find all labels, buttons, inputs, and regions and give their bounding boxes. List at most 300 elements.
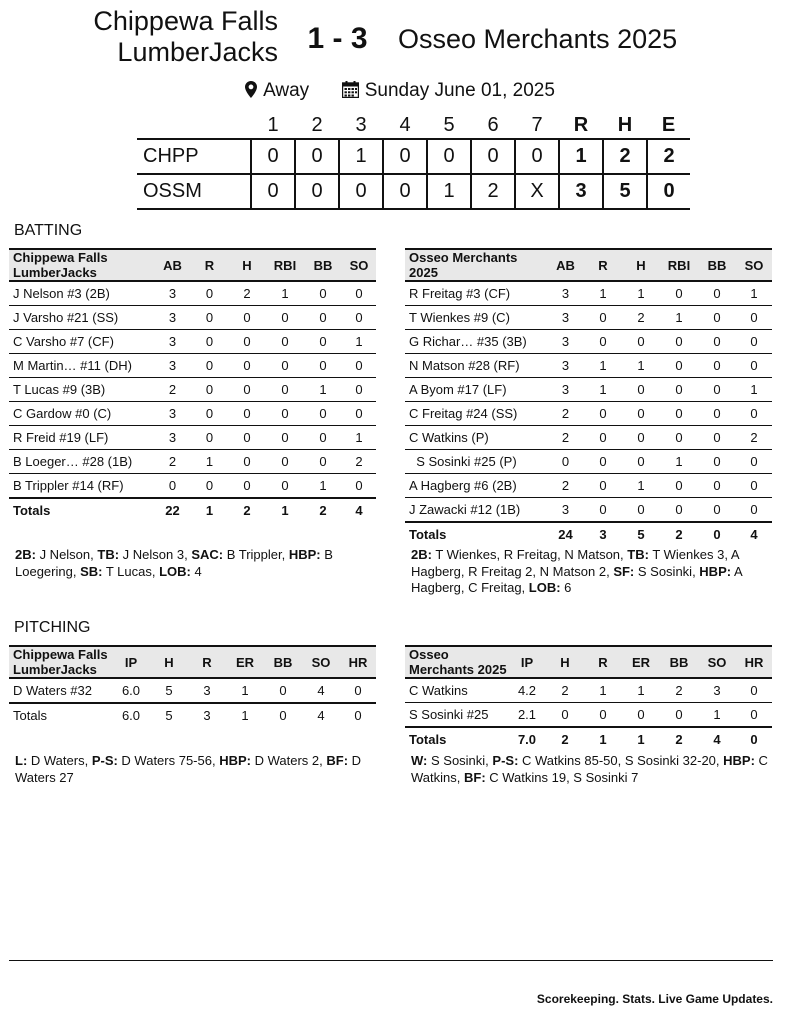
stat-cell: 0 <box>622 426 660 450</box>
stat-cell: 0 <box>660 378 698 402</box>
away-team-name: Osseo Merchants 2025 <box>398 24 678 54</box>
stat-cell: 0 <box>266 378 304 402</box>
col-header: BB <box>304 249 342 281</box>
player-name: G Richar… #35 (3B) <box>405 330 547 354</box>
note-value: C Watkins, <box>411 753 772 785</box>
col-header: BB <box>698 249 736 281</box>
stat-cell: 0 <box>736 402 772 426</box>
stat-cell: 0 <box>342 378 376 402</box>
note-key: TB: <box>97 547 120 562</box>
player-name: J Zawacki #12 (1B) <box>405 498 547 523</box>
stat-cell: 0 <box>660 402 698 426</box>
stat-cell: 2 <box>547 474 584 498</box>
inning-header: 4 <box>399 113 411 136</box>
player-name: A Hagberg #6 (2B) <box>405 474 547 498</box>
inning-header: 7 <box>531 113 543 136</box>
total-cell: 24 <box>547 522 584 546</box>
line-score-corner <box>137 112 251 139</box>
totals-row <box>9 498 376 522</box>
table-row <box>9 474 376 499</box>
away-pitching-notes <box>411 753 776 786</box>
note-value: S Sosinki, <box>427 753 493 768</box>
stat-cell: 0 <box>622 378 660 402</box>
table-row <box>405 474 772 498</box>
line-score-cell: 0 <box>295 139 339 174</box>
note-value: J Nelson 3, <box>119 547 192 562</box>
stat-cell: 0 <box>660 281 698 306</box>
stat-cell: 2 <box>228 281 266 306</box>
stat-cell: 0 <box>584 450 622 474</box>
stat-cell: 0 <box>698 354 736 378</box>
stat-cell: 1 <box>304 474 342 499</box>
stat-cell: 0 <box>304 426 342 450</box>
stat-cell: 1 <box>622 474 660 498</box>
note-value: S Sosinki, <box>634 563 700 579</box>
line-score-total: 2 <box>603 139 647 174</box>
stat-cell: 0 <box>191 426 228 450</box>
stat-cell: 0 <box>736 474 772 498</box>
line-score-total: 5 <box>603 174 647 209</box>
note-value: 6 <box>560 580 572 595</box>
totals-label: Totals <box>405 727 508 751</box>
table-row <box>405 330 772 354</box>
stat-cell: 0 <box>342 354 376 378</box>
stat-cell: 2 <box>622 306 660 330</box>
stat-cell: 0 <box>266 450 304 474</box>
stat-cell: 0 <box>660 498 698 523</box>
stat-cell: 3 <box>154 306 191 330</box>
stat-cell: 0 <box>342 281 376 306</box>
stat-cell: 1 <box>584 678 622 703</box>
totals-row <box>405 522 772 546</box>
line-score-cell: 0 <box>251 174 295 209</box>
stat-cell: 0 <box>228 354 266 378</box>
stat-cell: 1 <box>584 378 622 402</box>
stat-cell: 0 <box>622 330 660 354</box>
footer-divider <box>9 960 773 961</box>
player-name: R Freid #19 (LF) <box>9 426 154 450</box>
total-cell: 3 <box>584 522 622 546</box>
note-value: C Watkins 19, S Sosinki 7 <box>485 769 639 785</box>
player-name: C Watkins (P) <box>405 426 547 450</box>
note-key: P-S: <box>492 753 519 768</box>
total-cell: 0 <box>264 703 302 727</box>
stat-cell: 0 <box>191 354 228 378</box>
note-value: T Wienkes 3, A Hagberg, R Freitag 2, N Matson 2, <box>411 547 743 579</box>
line-score-cell: 0 <box>515 139 559 174</box>
stat-cell: 0 <box>698 378 736 402</box>
total-cell: 6.0 <box>112 703 150 727</box>
line-score-table <box>137 112 690 210</box>
total-cell: 2 <box>660 727 698 751</box>
stat-cell: 0 <box>584 426 622 450</box>
stat-cell: 2 <box>154 378 191 402</box>
stat-cell: 0 <box>228 378 266 402</box>
note-key: P-S: <box>91 753 118 768</box>
player-name: B Loeger… #28 (1B) <box>9 450 154 474</box>
total-cell: 22 <box>154 498 191 522</box>
stat-cell: 0 <box>342 402 376 426</box>
line-score-cell: 0 <box>383 174 427 209</box>
stat-cell: 2 <box>547 426 584 450</box>
stat-cell: 1 <box>736 281 772 306</box>
player-name: T Lucas #9 (3B) <box>9 378 154 402</box>
total-cell: 0 <box>698 522 736 546</box>
stat-cell: 0 <box>698 281 736 306</box>
stat-cell: 0 <box>304 354 342 378</box>
stat-cell: 0 <box>698 426 736 450</box>
line-score-cell: 1 <box>427 174 471 209</box>
stat-cell: 4 <box>302 678 340 703</box>
stat-cell: 0 <box>154 474 191 499</box>
totals-label: Totals <box>9 498 154 522</box>
note-key: 2B: <box>411 547 432 562</box>
stat-cell: 0 <box>698 402 736 426</box>
runs-header: R <box>573 113 589 136</box>
table-row <box>9 281 376 306</box>
line-score-cell: 1 <box>339 139 383 174</box>
stat-cell: 0 <box>228 474 266 499</box>
home-team-line1: Chippewa Falls <box>93 6 278 36</box>
stat-cell: 3 <box>547 306 584 330</box>
map-pin-icon <box>245 81 257 104</box>
note-key: HBP: <box>219 753 251 768</box>
table-row <box>9 378 376 402</box>
away-pitching-table <box>405 645 772 751</box>
stat-cell: 0 <box>266 402 304 426</box>
stat-cell: 0 <box>547 450 584 474</box>
stat-cell: 0 <box>736 678 772 703</box>
game-meta <box>0 80 800 104</box>
player-name: S Sosinki #25 (P) <box>405 450 547 474</box>
note-value: J Nelson, <box>35 547 98 562</box>
stat-cell: 1 <box>304 378 342 402</box>
col-header: SO <box>698 646 736 678</box>
col-header: AB <box>154 249 191 281</box>
stat-cell: 0 <box>660 474 698 498</box>
player-name: C Freitag #24 (SS) <box>405 402 547 426</box>
note-value: B Trippler, <box>223 547 289 562</box>
player-name: B Trippler #14 (RF) <box>9 474 154 499</box>
total-cell: 1 <box>584 727 622 751</box>
stat-cell: 0 <box>191 474 228 499</box>
stat-cell: 0 <box>698 498 736 523</box>
col-header: SO <box>302 646 340 678</box>
table-row <box>9 678 376 703</box>
stat-cell: 0 <box>191 402 228 426</box>
total-cell: 1 <box>191 498 228 522</box>
col-header: BB <box>660 646 698 678</box>
player-name: T Wienkes #9 (C) <box>405 306 547 330</box>
note-value: T Lucas, <box>102 563 160 579</box>
calendar-icon <box>342 81 359 104</box>
total-cell: 7.0 <box>508 727 546 751</box>
line-score-team: OSSM <box>137 174 251 209</box>
pitching-section-title: PITCHING <box>14 619 91 636</box>
line-score-cell: 0 <box>339 174 383 209</box>
stat-cell: 0 <box>736 498 772 523</box>
stat-cell: 0 <box>228 330 266 354</box>
player-name: A Byom #17 (LF) <box>405 378 547 402</box>
total-cell: 1 <box>266 498 304 522</box>
stat-cell: 2 <box>547 402 584 426</box>
table-row <box>9 306 376 330</box>
total-cell: 5 <box>150 703 188 727</box>
pitching-team-header: Chippewa Falls LumberJacks <box>9 646 112 678</box>
stat-cell: 0 <box>264 678 302 703</box>
stat-cell: 0 <box>622 703 660 728</box>
stat-cell: 0 <box>584 330 622 354</box>
away-batting-table <box>405 248 772 546</box>
batting-team-header: Osseo Merchants 2025 <box>405 249 547 281</box>
stat-cell: 0 <box>342 474 376 499</box>
col-header: HR <box>736 646 772 678</box>
line-score-total: 1 <box>559 139 603 174</box>
line-score-total: 2 <box>647 139 690 174</box>
stat-cell: 1 <box>660 306 698 330</box>
stat-cell: 0 <box>584 402 622 426</box>
col-header: R <box>584 646 622 678</box>
note-value: D Waters 2, <box>250 753 327 768</box>
stat-cell: 0 <box>228 450 266 474</box>
stat-cell: 1 <box>342 330 376 354</box>
col-header: AB <box>547 249 584 281</box>
line-score-cell: 0 <box>427 139 471 174</box>
stat-cell: 3 <box>547 354 584 378</box>
stat-cell: 1 <box>342 426 376 450</box>
home-team-line2: LumberJacks <box>117 37 278 67</box>
stat-cell: 3 <box>154 402 191 426</box>
stat-cell: 3 <box>188 678 226 703</box>
stat-cell: 0 <box>736 450 772 474</box>
home-pitching-table <box>9 645 376 727</box>
final-score: 1 - 3 <box>307 22 368 55</box>
stat-cell: 2.1 <box>508 703 546 728</box>
player-name: J Nelson #3 (2B) <box>9 281 154 306</box>
stat-cell: 0 <box>622 402 660 426</box>
stat-cell: 0 <box>191 281 228 306</box>
stat-cell: 0 <box>622 498 660 523</box>
col-header: IP <box>112 646 150 678</box>
stat-cell: 2 <box>546 678 584 703</box>
player-name: D Waters #32 <box>9 678 112 703</box>
line-score-cell: 0 <box>295 174 339 209</box>
stat-cell: 2 <box>154 450 191 474</box>
home-team-name <box>30 6 278 68</box>
stat-cell: 3 <box>547 378 584 402</box>
table-row <box>9 330 376 354</box>
stat-cell: 2 <box>736 426 772 450</box>
note-key: L: <box>15 753 28 768</box>
note-key: HBP: <box>699 563 732 579</box>
hits-header: H <box>617 113 633 136</box>
player-name: C Gardow #0 (C) <box>9 402 154 426</box>
batting-section-title: BATTING <box>14 222 83 239</box>
stat-cell: 3 <box>154 426 191 450</box>
table-row <box>405 498 772 523</box>
stat-cell: 0 <box>266 426 304 450</box>
col-header: ER <box>226 646 264 678</box>
totals-label: Totals <box>405 522 547 546</box>
line-score-row <box>137 174 690 209</box>
stat-cell: 2 <box>660 678 698 703</box>
inning-header: 2 <box>311 113 323 136</box>
away-batting-notes <box>411 547 776 597</box>
location-label: Away <box>263 80 310 101</box>
col-header: RBI <box>660 249 698 281</box>
pitching-team-header: Osseo Merchants 2025 <box>405 646 508 678</box>
stat-cell: 0 <box>228 426 266 450</box>
note-key: TB: <box>627 547 649 562</box>
stat-cell: 1 <box>622 281 660 306</box>
note-value: 4 <box>190 563 202 579</box>
stat-cell: 0 <box>584 498 622 523</box>
stat-cell: 0 <box>191 306 228 330</box>
note-key: SAC: <box>191 547 224 562</box>
player-name: C Watkins <box>405 678 508 703</box>
stat-cell: 4.2 <box>508 678 546 703</box>
stat-cell: 0 <box>266 354 304 378</box>
stat-cell: 2 <box>342 450 376 474</box>
stat-cell: 1 <box>698 703 736 728</box>
stat-cell: 0 <box>266 306 304 330</box>
total-cell: 2 <box>660 522 698 546</box>
col-header: SO <box>736 249 772 281</box>
note-value: D Waters 27 <box>15 753 365 785</box>
table-row <box>9 450 376 474</box>
game-date: Sunday June 01, 2025 <box>364 80 555 101</box>
stat-cell: 0 <box>304 330 342 354</box>
total-cell: 4 <box>302 703 340 727</box>
player-name: R Freitag #3 (CF) <box>405 281 547 306</box>
inning-header: 6 <box>487 113 499 136</box>
inning-header: 5 <box>443 113 455 136</box>
total-cell: 4 <box>342 498 376 522</box>
note-key: BF: <box>463 769 486 785</box>
note-key: SF: <box>613 563 635 579</box>
stat-cell: 3 <box>154 354 191 378</box>
col-header: RBI <box>266 249 304 281</box>
total-cell: 0 <box>340 703 376 727</box>
line-score-cell: 0 <box>251 139 295 174</box>
total-cell: 1 <box>226 703 264 727</box>
stat-cell: 0 <box>304 402 342 426</box>
stat-cell: 1 <box>736 378 772 402</box>
stat-cell: 0 <box>660 703 698 728</box>
line-score-cell: 0 <box>383 139 427 174</box>
note-key: SB: <box>80 563 103 579</box>
stat-cell: 1 <box>191 450 228 474</box>
inning-header: 3 <box>355 113 367 136</box>
stat-cell: 0 <box>584 306 622 330</box>
col-header: R <box>188 646 226 678</box>
note-value: A Hagberg, C Freitag, <box>411 563 746 595</box>
note-value: T Wienkes, R Freitag, N Matson, <box>431 547 628 562</box>
stat-cell: 0 <box>736 354 772 378</box>
stat-cell: 3 <box>698 678 736 703</box>
table-row <box>9 354 376 378</box>
note-key: LOB: <box>159 563 191 579</box>
note-value: C Watkins 85-50, S Sosinki 32-20, <box>518 753 724 768</box>
stat-cell: 0 <box>698 474 736 498</box>
table-row <box>405 703 772 728</box>
total-cell: 2 <box>228 498 266 522</box>
line-score-cell: 2 <box>471 174 515 209</box>
home-batting-notes <box>15 547 370 580</box>
stat-cell: 0 <box>191 378 228 402</box>
stat-cell: 0 <box>191 330 228 354</box>
total-cell: 4 <box>736 522 772 546</box>
home-pitching-notes <box>15 753 370 786</box>
totals-label: Totals <box>9 703 112 727</box>
table-row <box>405 281 772 306</box>
stat-cell: 1 <box>660 450 698 474</box>
batting-team-header: Chippewa Falls LumberJacks <box>9 249 154 281</box>
stat-cell: 3 <box>547 330 584 354</box>
stat-cell: 0 <box>622 450 660 474</box>
stat-cell: 1 <box>622 354 660 378</box>
note-key: W: <box>411 753 428 768</box>
stat-cell: 3 <box>547 281 584 306</box>
col-header: R <box>584 249 622 281</box>
table-row <box>405 378 772 402</box>
errors-header: E <box>661 113 676 136</box>
line-score-team: CHPP <box>137 139 251 174</box>
stat-cell: 0 <box>228 306 266 330</box>
stat-cell: 0 <box>736 703 772 728</box>
stat-cell: 0 <box>228 402 266 426</box>
line-score-total: 3 <box>559 174 603 209</box>
note-key: LOB: <box>528 580 561 595</box>
table-row <box>405 306 772 330</box>
total-cell: 0 <box>736 727 772 751</box>
table-row <box>9 426 376 450</box>
stat-cell: 0 <box>660 354 698 378</box>
footer-tagline: Scorekeeping. Stats. Live Game Updates. <box>536 992 773 1006</box>
table-row <box>405 450 772 474</box>
stat-cell: 1 <box>584 281 622 306</box>
stat-cell: 0 <box>584 703 622 728</box>
total-cell: 2 <box>546 727 584 751</box>
stat-cell: 0 <box>546 703 584 728</box>
note-value: D Waters, <box>27 753 92 768</box>
stat-cell: 1 <box>622 678 660 703</box>
stat-cell: 0 <box>698 330 736 354</box>
stat-cell: 1 <box>266 281 304 306</box>
stat-cell: 0 <box>266 330 304 354</box>
stat-cell: 0 <box>340 678 376 703</box>
total-cell: 2 <box>304 498 342 522</box>
stat-cell: 1 <box>226 678 264 703</box>
note-value: D Waters 75-56, <box>117 753 220 768</box>
stat-cell: 6.0 <box>112 678 150 703</box>
note-key: HBP: <box>288 547 321 562</box>
col-header: ER <box>622 646 660 678</box>
col-header: SO <box>342 249 376 281</box>
stat-cell: 0 <box>342 306 376 330</box>
stat-cell: 0 <box>304 306 342 330</box>
stat-cell: 3 <box>154 330 191 354</box>
line-score-row <box>137 139 690 174</box>
col-header: H <box>546 646 584 678</box>
total-cell: 1 <box>622 727 660 751</box>
stat-cell: 5 <box>150 678 188 703</box>
col-header: R <box>191 249 228 281</box>
player-name: S Sosinki #25 <box>405 703 508 728</box>
table-row <box>405 402 772 426</box>
note-key: 2B: <box>15 547 36 562</box>
stat-cell: 3 <box>547 498 584 523</box>
